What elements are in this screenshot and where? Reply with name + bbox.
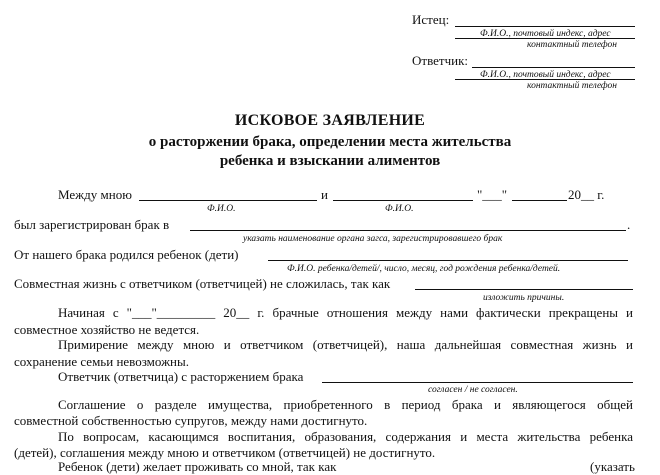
p10-end: (указать — [590, 459, 635, 474]
p9-line-1: По вопросам, касающимся воспитания, образования, содержания и места жительства ребенка — [58, 429, 633, 444]
child-caption: Ф.И.О. ребенка/детей/, число, месяц, год рождения ребенка/детей. — [287, 264, 561, 274]
p1-year: 20__ г. — [568, 187, 605, 202]
p1-text-a: Между мною — [58, 187, 132, 202]
zags-line — [190, 230, 626, 231]
plaintiff-line-2 — [455, 38, 635, 39]
p7-text: Ответчик (ответчица) с расторжением брака — [58, 369, 304, 384]
zags-caption: указать наименование органа загса, зарегистрировавшего брак — [243, 234, 503, 244]
child-line — [268, 260, 628, 261]
document-title: ИСКОВОЕ ЗАЯВЛЕНИЕ — [234, 112, 426, 129]
agree-caption: согласен / не согласен. — [428, 385, 518, 395]
plaintiff-caption-1: Ф.И.О., почтовый индекс, адрес — [480, 29, 611, 39]
p3-text: От нашего брака родился ребенок (дети) — [14, 247, 239, 262]
p5-line-2: совместное хозяйство не ведется. — [14, 322, 200, 337]
p5-line-1: Начиная с "___"_________ 20__ г. брачные отношения между нами фактически прекращены и — [58, 305, 633, 320]
plaintiff-caption-2: контактный телефон — [527, 40, 618, 50]
p10-text: Ребенок (дети) желает проживать со мной, так как — [58, 459, 337, 474]
defendant-line-2 — [455, 79, 635, 80]
fio1-caption: Ф.И.О. — [207, 204, 236, 214]
reason-line — [415, 289, 633, 290]
document-subtitle-1: о расторжении брака, определении места жительства — [148, 134, 512, 150]
fio2-caption: Ф.И.О. — [385, 204, 414, 214]
document-subtitle-2: ребенка и взыскании алиментов — [219, 153, 441, 169]
defendant-caption-2: контактный телефон — [527, 81, 618, 91]
agree-line — [322, 382, 633, 383]
defendant-caption-1: Ф.И.О., почтовый индекс, адрес — [480, 70, 611, 80]
p6-line-2: сохранение семьи невозможны. — [14, 354, 189, 369]
p2-end: . — [627, 217, 631, 232]
p1-date-quote: "___" — [477, 187, 508, 202]
reason-caption: изложить причины. — [483, 293, 565, 303]
p8-line-1: Соглашение о разделе имущества, приобретенного в период брака и являющегося общей — [58, 397, 633, 412]
p8-line-2: совместной собственностью супругов, между нами достигнуто. — [14, 413, 368, 428]
plaintiff-label: Истец: — [412, 12, 450, 27]
p1-month-line — [512, 200, 567, 201]
p4-text: Совместная жизнь с ответчиком (ответчицей) не сложилась, так как — [14, 276, 391, 291]
defendant-label: Ответчик: — [412, 53, 469, 68]
plaintiff-line — [455, 26, 635, 27]
p2-text: был зарегистрирован брак в — [14, 217, 170, 232]
defendant-line — [472, 67, 635, 68]
p6-line-1: Примирение между мною и ответчиком (ответчицей), наша дальнейшая совместная жизнь и — [58, 337, 633, 352]
fio1-line — [139, 200, 317, 201]
p1-text-b: и — [321, 187, 328, 202]
fio2-line — [333, 200, 473, 201]
p9-line-2: (детей), соглашения между мною и ответчиком (ответчицей) не достигнуто. — [14, 445, 436, 460]
